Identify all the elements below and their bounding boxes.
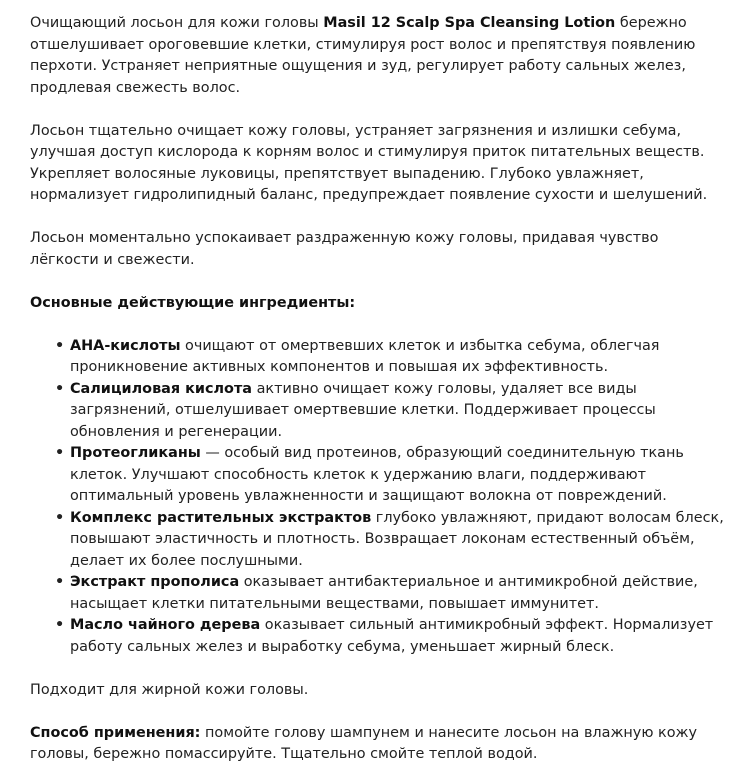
list-item — [55, 572, 730, 615]
bullet-icon: • — [55, 617, 65, 633]
usage-text: помойте голову шампунем и нанесите лосьон на влажную кожу головы, бережно помассируйте. Тщательно смойте теплой водой. — [30, 724, 697, 762]
bullet-icon: • — [55, 509, 65, 526]
suitable-for-paragraph: Подходит для жирной кожи головы. — [30, 681, 309, 698]
ingredients-heading: Основные действующие ингредиенты: — [30, 294, 356, 311]
intro-text-end: бережно отшелушивает ороговевшие клетки, стимулируя рост волос и препятствуя появлению перхоти. Устраняет неприятные ощущения и зуд, регулирует работу сальных желез, продлевая свежесть волос. — [30, 15, 696, 96]
bullet-icon: • — [55, 337, 65, 354]
ingredient-name: Протеогликаны — [70, 445, 201, 461]
bullet-icon: • — [55, 574, 65, 590]
list-item — [55, 443, 730, 508]
product-name: Masil 12 Scalp Spa Cleansing Lotion — [323, 15, 616, 31]
usage-label: Способ применения: — [30, 724, 201, 741]
ingredient-description: оказывает сильный антимикробный эффект. Нормализует работу сальных желез и выработку себума, уменьшает жирный блеск. — [70, 617, 714, 655]
list-item — [55, 615, 730, 658]
soothing-paragraph: Лосьон моментально успокаивает раздраженную кожу головы, придавая чувство лёгкости и свежести. — [30, 230, 659, 268]
intro-text-start: Очищающий лосьон для кожи головы — [30, 15, 324, 31]
ingredients-list — [30, 336, 730, 659]
ingredient-description: очищают от омертвевших клеток и избытка себума, облегчая проникновение активных компонентов и повышая их эффективность. — [70, 337, 660, 375]
cleansing-paragraph: Лосьон тщательно очищает кожу головы, устраняет загрязнения и излишки себума, улучшая доступ кислорода к корням волос и стимулируя приток питательных веществ. Укрепляет волосяные луковицы, препятствует выпадению. Глубоко увлажняет, нормализует гидролипидный баланс, предупреждает появление сухости и шелушений. — [30, 122, 708, 203]
ingredient-name: Комплекс растительных экстрактов — [70, 509, 372, 526]
intro-paragraph — [30, 13, 730, 99]
list-item — [55, 508, 730, 573]
usage-paragraph — [30, 723, 730, 766]
ingredient-description: оказывает антибактериальное и антимикробной действие, насыщает клетки питательными веществами, повышает иммунитет. — [70, 574, 698, 612]
ingredient-description: глубоко увлажняют, придают волосам блеск, повышают эластичность и плотность. Возвращает локонам естественный объём, делает их более послушными. — [70, 509, 724, 569]
ingredient-name: AHA-кислоты — [70, 337, 181, 354]
bullet-icon: • — [55, 380, 65, 397]
ingredient-name: Масло чайного дерева — [70, 617, 261, 633]
ingredient-description: — особый вид протеинов, образующий соединительную ткань клеток. Улучшают способность клеток к удержанию влаги, поддерживают оптимальный уровень увлажненности и защищают волокна от повреждений. — [70, 445, 684, 504]
list-item — [55, 379, 730, 444]
ingredient-description: активно очищает кожу головы, удаляет все виды загрязнений, отшелушивает омертвевшие клетки. Поддерживает процессы обновления и регенерации. — [70, 380, 656, 440]
ingredient-name: Салициловая кислота — [70, 380, 252, 397]
ingredient-name: Экстракт прополиса — [70, 574, 240, 590]
list-item — [55, 336, 730, 379]
bullet-icon: • — [55, 445, 65, 461]
